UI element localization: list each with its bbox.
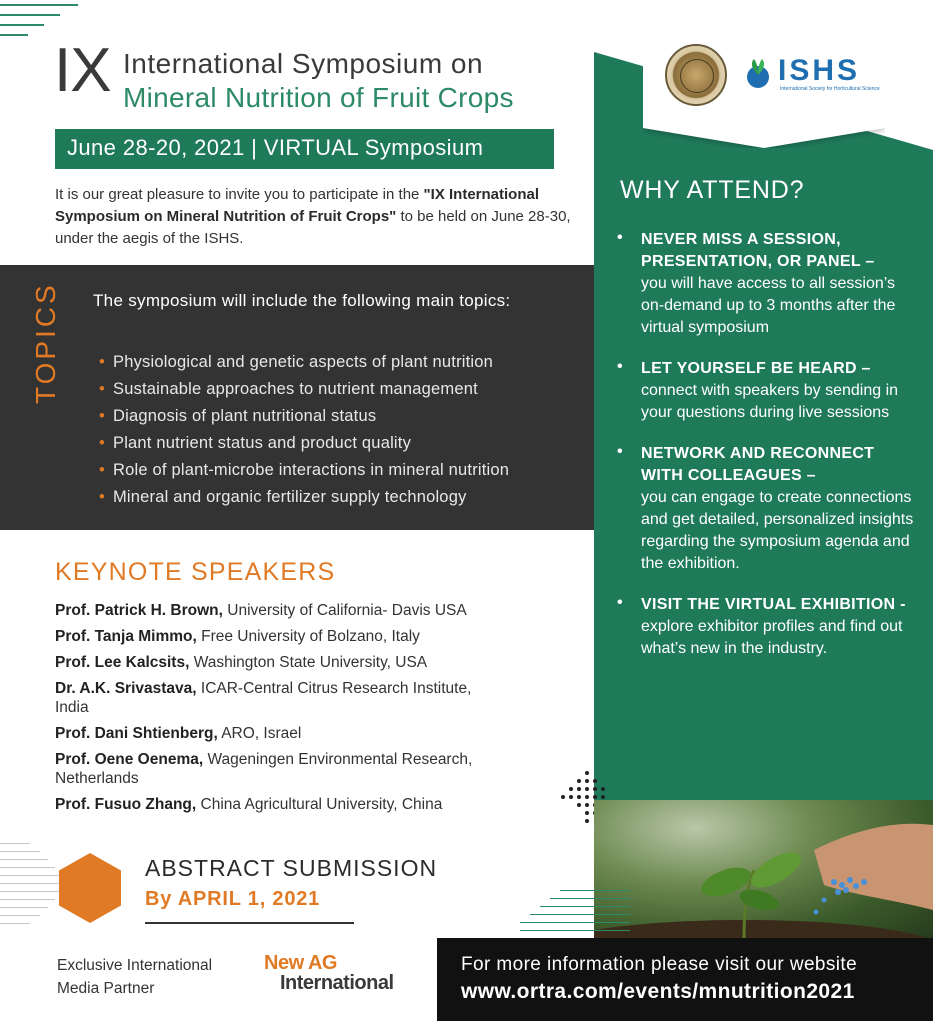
hand-seedling-photo — [594, 800, 933, 940]
speaker-affiliation: ARO, Israel — [217, 725, 302, 742]
intro-paragraph — [55, 184, 575, 250]
speaker-affiliation: Washington State University, USA — [189, 654, 428, 671]
info-text: For more information please visit our website — [461, 954, 858, 975]
why-item-heading: NETWORK AND RECONNECT WITH COLLEAGUES – — [641, 445, 875, 484]
bullet-icon: • — [99, 461, 105, 479]
why-item-heading: LET YOURSELF BE HEARD – — [641, 360, 871, 377]
keynote-speakers-title: KEYNOTE SPEAKERS — [55, 558, 336, 586]
why-item-heading: VISIT THE VIRTUAL EXHIBITION - — [641, 596, 906, 613]
why-item-body: you can engage to create connections and get detailed, personalized insights regarding the symposium agenda and the exhibition. — [641, 489, 914, 572]
topic-item: • Physiological and genetic aspects of plant nutrition — [99, 353, 494, 371]
topics-list — [99, 349, 509, 511]
ishs-logo-subtitle: International Society for Horticultural Science — [780, 86, 880, 92]
speaker-item — [55, 653, 555, 672]
speaker-item — [55, 795, 555, 814]
topics-vertical-label: TOPICS — [30, 282, 61, 404]
why-item-heading: NEVER MISS A SESSION, PRESENTATION, OR PANEL – — [641, 231, 875, 270]
intro-bold-title: "IX International Symposium on Mineral Nutrition of Fruit Crops" — [55, 186, 540, 225]
speaker-item — [55, 750, 475, 788]
speaker-affiliation: Wageningen Environmental Research, Netherlands — [55, 751, 473, 787]
speaker-name: Prof. Fusuo Zhang, — [55, 796, 197, 813]
why-item-body: connect with speakers by sending in your questions during live sessions — [641, 382, 899, 421]
bullet-icon: • — [617, 594, 623, 611]
why-attend-title: WHY ATTEND? — [620, 176, 805, 204]
speaker-item — [55, 627, 555, 646]
topic-item: • Diagnosis of plant nutritional status — [99, 407, 377, 425]
abstract-deadline: By APRIL 1, 2021 — [145, 888, 321, 910]
speaker-name: Prof. Oene Oenema, — [55, 751, 204, 768]
speaker-affiliation: University of California- Davis USA — [222, 602, 467, 619]
bullet-icon: • — [617, 229, 623, 246]
bullet-icon: • — [617, 443, 623, 460]
speaker-name: Prof. Tanja Mimmo, — [55, 628, 197, 645]
new-ag-logo-line2: International — [280, 972, 394, 994]
research-organization-seal — [665, 44, 727, 106]
topic-item: • Sustainable approaches to nutrient management — [99, 380, 478, 398]
topic-item: • Role of plant-microbe interactions in mineral nutrition — [99, 461, 510, 479]
why-item — [617, 443, 917, 575]
why-item-body: explore exhibitor profiles and find out what’s new in the industry. — [641, 618, 903, 657]
hexagon-icon — [59, 853, 121, 923]
bullet-icon: • — [617, 358, 623, 375]
media-partner-text: Exclusive International Media Partner — [57, 957, 213, 997]
why-item — [617, 358, 917, 424]
topic-item: • Plant nutrient status and product quality — [99, 434, 412, 452]
speaker-affiliation: ICAR-Central Citrus Research Institute, India — [55, 680, 472, 716]
date-banner: June 28-20, 2021 | VIRTUAL Symposium — [55, 129, 554, 169]
ishs-logo-text: ISHS — [778, 54, 861, 87]
speaker-item — [55, 679, 475, 717]
title-line-1: International Symposium on — [123, 48, 484, 79]
ishs-logo-icon — [741, 55, 775, 89]
title-numeral: IX — [54, 36, 111, 105]
bullet-icon: • — [99, 380, 105, 398]
title-line-2: Mineral Nutrition of Fruit Crops — [123, 82, 514, 113]
speaker-affiliation: China Agricultural University, China — [196, 796, 443, 813]
speaker-name: Prof. Dani Shtienberg, — [55, 725, 218, 742]
why-attend-list — [617, 229, 917, 679]
speaker-item — [55, 601, 555, 620]
abstract-submission-title: ABSTRACT SUBMISSION — [145, 855, 438, 881]
speaker-item — [55, 724, 555, 743]
speaker-affiliation: Free University of Bolzano, Italy — [196, 628, 420, 645]
speakers-list — [55, 601, 555, 821]
decorative-stripes-left — [0, 843, 60, 933]
website-info-bar — [437, 938, 933, 1021]
bullet-icon: • — [99, 407, 105, 425]
seedling-illustration — [594, 800, 933, 940]
website-link[interactable]: www.ortra.com/events/mnutrition2021 — [461, 980, 855, 1003]
speaker-name: Dr. A.K. Srivastava, — [55, 680, 197, 697]
why-item — [617, 594, 917, 660]
divider — [145, 922, 354, 924]
intro-text-1: It is our great pleasure to invite you to participate in the — [55, 186, 424, 203]
speaker-name: Prof. Patrick H. Brown, — [55, 602, 223, 619]
bullet-icon: • — [99, 434, 105, 452]
speaker-name: Prof. Lee Kalcsits, — [55, 654, 190, 671]
bullet-icon: • — [99, 488, 105, 506]
topic-item: • Mineral and organic fertilizer supply technology — [99, 488, 467, 506]
why-item-body: you will have access to all session’s on-demand up to 3 months after the virtual symposium — [641, 275, 896, 336]
intro-text-2: to be held on June 28-30, under the aegis of the ISHS. — [55, 208, 571, 247]
topics-intro: The symposium will include the following main topics: — [93, 291, 511, 310]
why-item — [617, 229, 917, 339]
bullet-icon: • — [99, 353, 105, 371]
new-ag-logo-line1: New AG — [264, 952, 337, 974]
decorative-stripes-photo — [520, 890, 630, 940]
